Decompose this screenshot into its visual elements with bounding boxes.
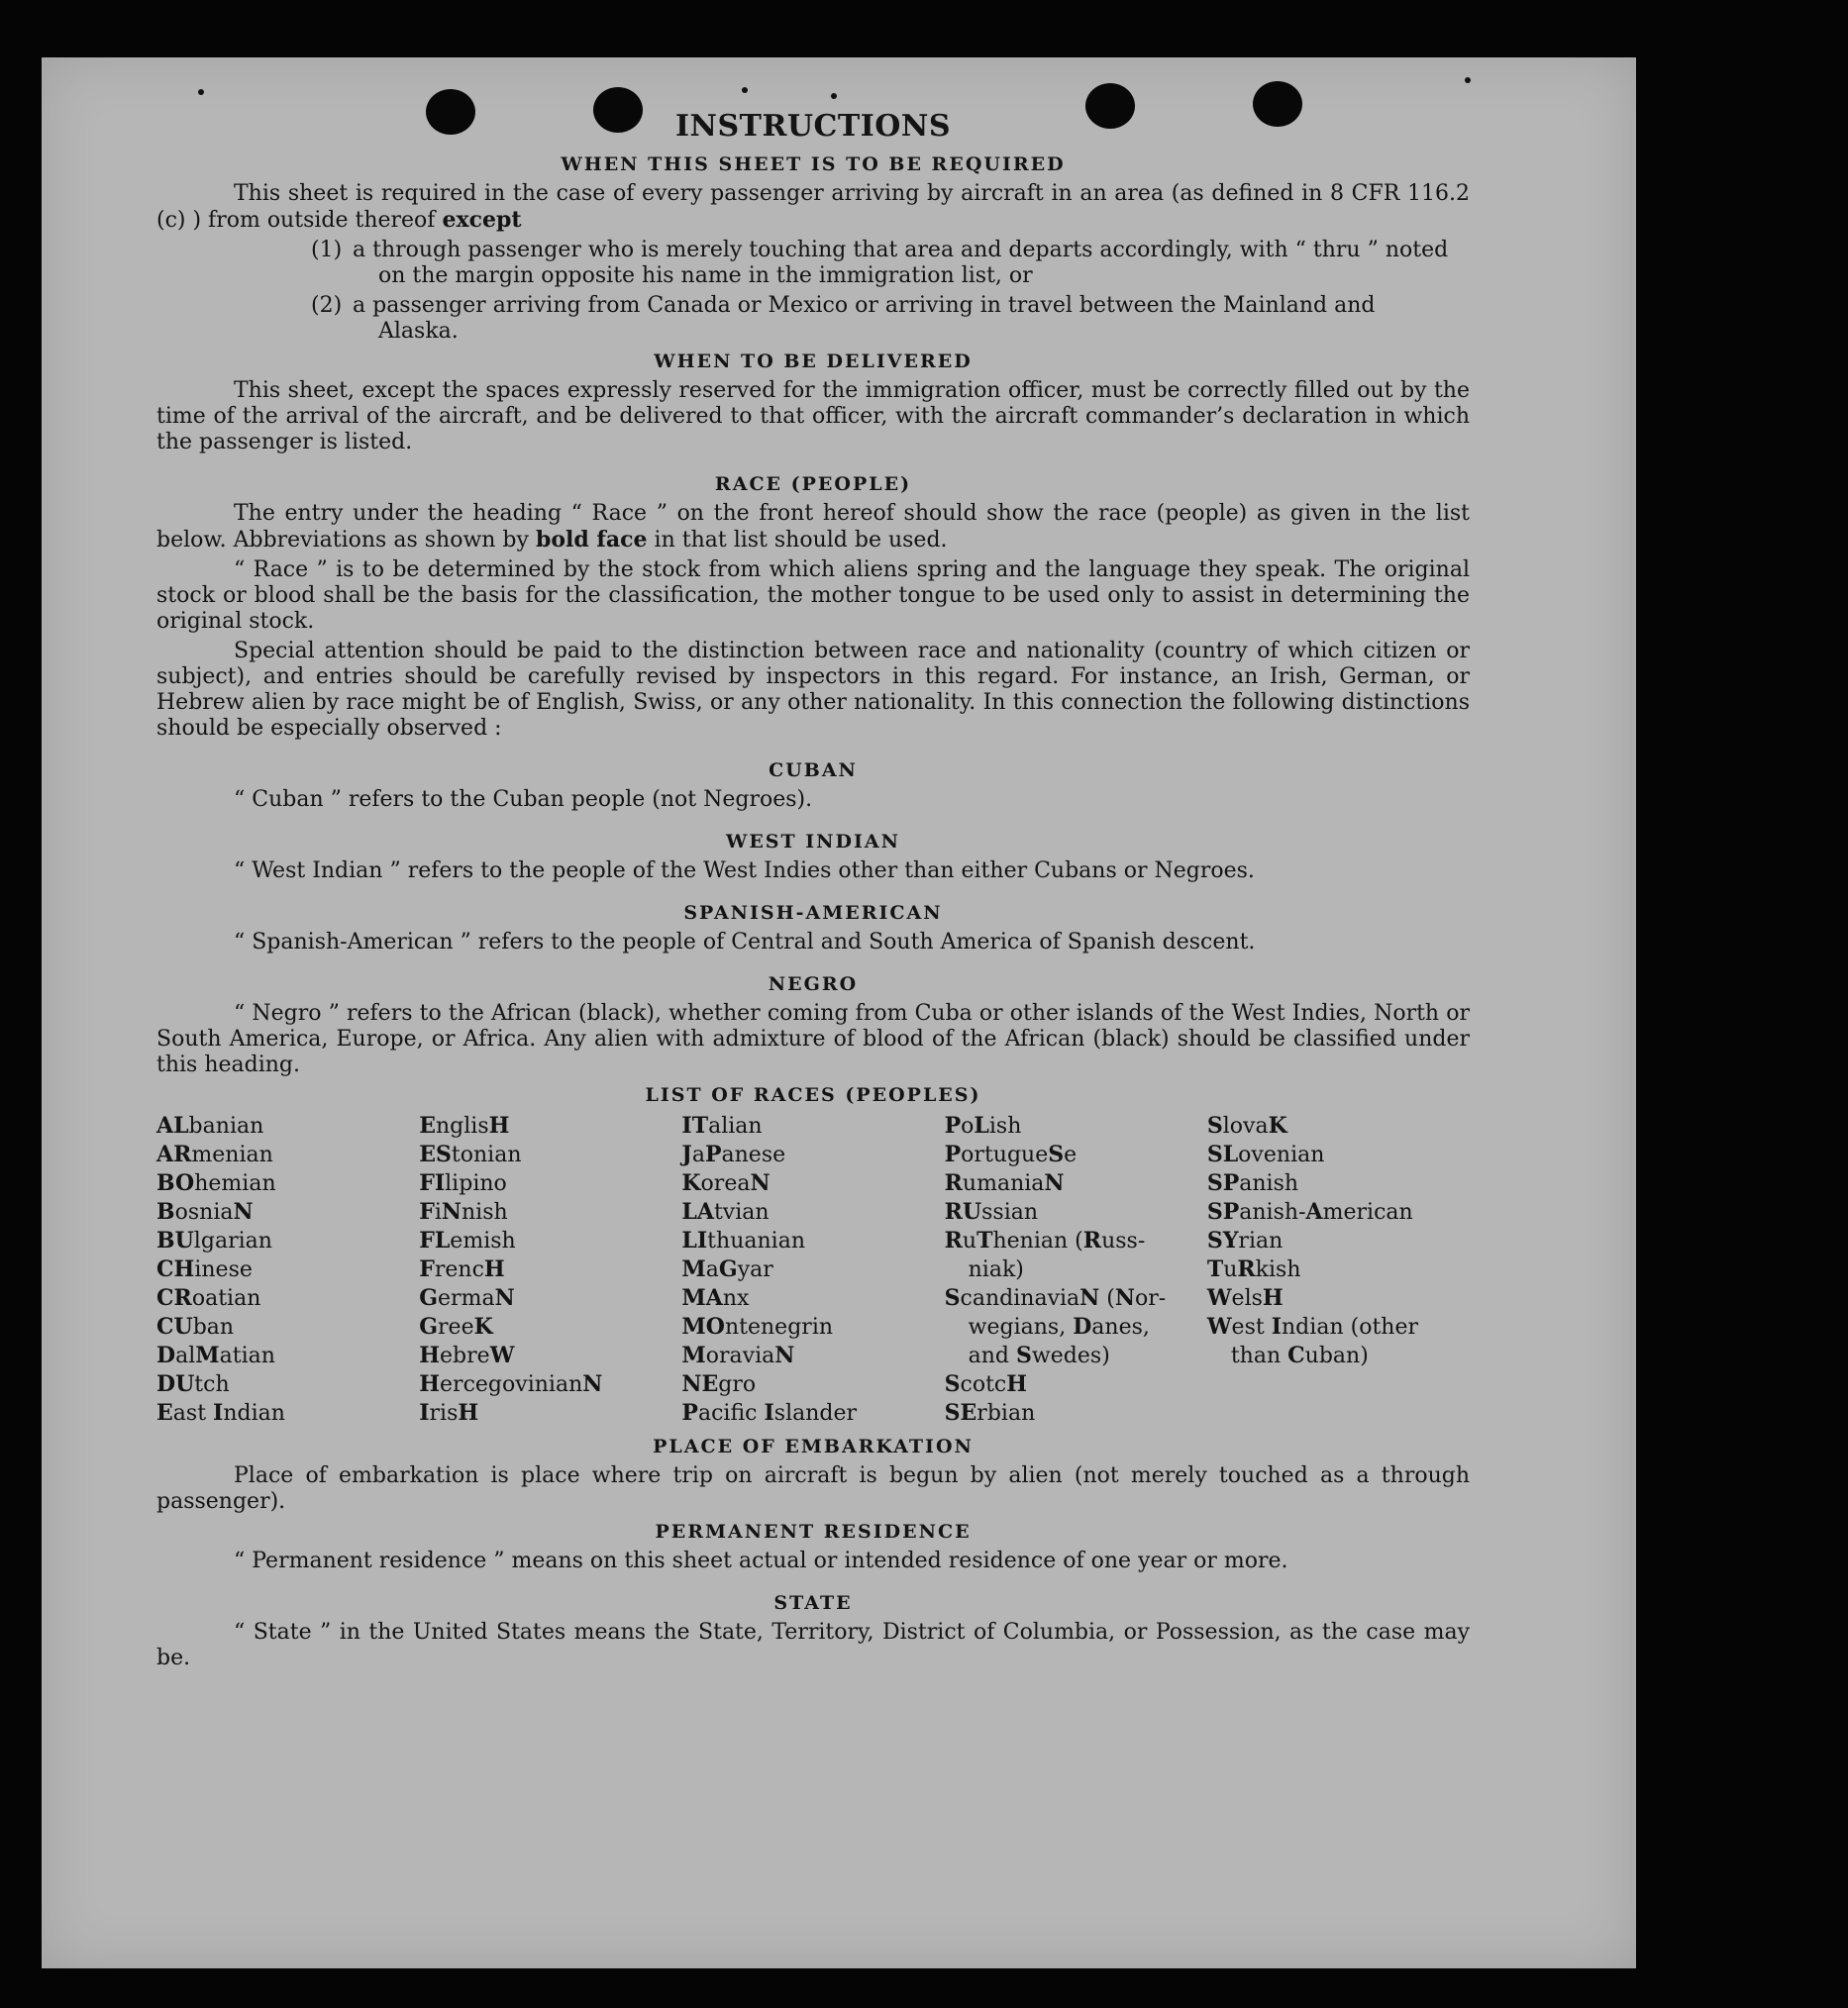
race-entry: FIlipino <box>419 1170 507 1196</box>
race-entry: FiNnish <box>419 1199 508 1225</box>
race-entry-continuation: niak) <box>968 1257 1024 1282</box>
race-entry: East Indian <box>156 1400 285 1426</box>
race-entry: FrencH <box>419 1256 505 1282</box>
section-heading-delivered: WHEN TO BE DELIVERED <box>654 351 973 372</box>
race-entry: GermaN <box>419 1285 515 1311</box>
residence-text: “ Permanent residence ” means on this sheet actual or intended residence of one year or more. <box>234 1549 1288 1573</box>
race-entry: West Indian (other <box>1206 1314 1419 1340</box>
instructions-content <box>156 109 1470 1675</box>
race-entry: FLemish <box>419 1228 516 1254</box>
section-heading-spanish-american: SPANISH-AMERICAN <box>683 902 943 924</box>
race-entry: CHinese <box>156 1256 253 1282</box>
race-entry: PortugueSe <box>944 1142 1078 1167</box>
race-entry: ScotcH <box>944 1371 1028 1397</box>
race-entry: ALbanian <box>156 1113 264 1139</box>
section-heading-embarkation: PLACE OF EMBARKATION <box>653 1436 974 1457</box>
race-entry: MaGyar <box>681 1256 773 1282</box>
section-heading-cuban: CUBAN <box>769 759 858 781</box>
race-entry: RuThenian (Russ- <box>944 1228 1146 1254</box>
spanish-american-text: “ Spanish-American ” refers to the people of Central and South America of Spanish descent. <box>234 930 1256 954</box>
race-paragraph-3: Special attention should be paid to the distinction between race and nationality (country of which citizen or subject), and entries should be carefully revised by inspectors in this regard. For instance, an Irish, German, or Hebrew alien by race might be of English, Swiss, or any other nationality. In this connection the following distinctions should be especially observed : <box>156 639 1470 741</box>
race-entry: Pacifc Islander <box>681 1400 858 1426</box>
exception-item: (2) a passenger arriving from Canada or Mexico or arriving in travel between the Mainland and Alaska. <box>311 293 1376 344</box>
section-heading-west-indian: WEST INDIAN <box>725 831 901 853</box>
race-entry: BOhemian <box>156 1170 276 1196</box>
section-heading-races-list: LIST OF RACES (PEOPLES) <box>645 1084 981 1106</box>
races-list <box>156 1112 1470 1428</box>
west-indian-text: “ West Indian ” refers to the people of the West Indies other than either Cubans or Negroes. <box>234 858 1255 883</box>
races-column <box>681 1112 944 1428</box>
race-entry: HercegovinianN <box>419 1371 603 1397</box>
races-column <box>419 1112 681 1428</box>
race-entry: CUban <box>156 1314 235 1340</box>
race-entry: SlovaK <box>1206 1113 1287 1139</box>
race-entry: GreeK <box>419 1314 493 1340</box>
race-entry: SLovenian <box>1206 1142 1325 1167</box>
race-entry: LIthuanian <box>681 1228 805 1254</box>
race-entry: SYrian <box>1206 1228 1283 1254</box>
section-heading-race: RACE (PEOPLE) <box>714 473 912 495</box>
race-entry: MoraviaN <box>681 1343 795 1368</box>
race-entry: TuRkish <box>1206 1256 1301 1282</box>
speck <box>1465 77 1471 83</box>
cuban-text: “ Cuban ” refers to the Cuban people (not Negroes). <box>234 787 813 812</box>
section-heading-required: WHEN THIS SHEET IS TO BE REQUIRED <box>561 153 1066 175</box>
section-heading-residence: PERMANENT RESIDENCE <box>655 1521 972 1543</box>
negro-text: “ Negro ” refers to the African (black), whether coming from Cuba or other islands of the West Indies, North or South America, Europe, or Africa. Any alien with admixture of blood of the African (black) should be classified under this heading. <box>156 1001 1470 1077</box>
race-entry: SErbian <box>944 1400 1036 1426</box>
races-column <box>1207 1112 1470 1428</box>
race-entry: PoLish <box>944 1113 1022 1139</box>
state-text: “ State ” in the United States means the State, Territory, District of Columbia, or Possession, as the case may be. <box>156 1620 1470 1670</box>
race-entry: KoreaN <box>681 1170 770 1196</box>
race-entry: RUssian <box>944 1199 1039 1225</box>
race-entry-continuation: wegians, Danes, <box>968 1314 1150 1340</box>
race-entry: NEgro <box>681 1371 757 1397</box>
race-paragraph-1: The entry under the heading “ Race ” on the front hereof should show the race (people) as given in the list below. Abbreviations as shown by bold face in that list should be used. <box>156 501 1470 552</box>
race-entry: SPanish <box>1206 1170 1299 1196</box>
races-column <box>945 1112 1207 1428</box>
race-entry: EnglisH <box>419 1113 510 1139</box>
race-entry: DUtch <box>156 1371 230 1397</box>
speck <box>742 87 748 93</box>
race-entry: CRoatian <box>156 1285 261 1311</box>
race-entry: HebreW <box>419 1343 515 1368</box>
race-entry: ARmenian <box>156 1142 273 1167</box>
race-entry: BosniaN <box>156 1199 254 1225</box>
page-title: INSTRUCTIONS <box>675 109 951 144</box>
race-entry: LAtvian <box>681 1199 770 1225</box>
race-entry: DalMatian <box>156 1343 275 1368</box>
race-entry-continuation: and Swedes) <box>968 1343 1110 1368</box>
race-entry: WelsH <box>1206 1285 1283 1311</box>
races-column <box>156 1112 419 1428</box>
race-entry: IrisH <box>419 1400 479 1426</box>
speck <box>198 89 204 95</box>
speck <box>831 93 837 99</box>
race-entry: RumaniaN <box>944 1170 1065 1196</box>
race-entry: ScandinaviaN (Nor- <box>944 1285 1167 1311</box>
race-entry: MOntenegrin <box>681 1314 834 1340</box>
race-entry: SPanish-American <box>1206 1199 1413 1225</box>
exception-item: (1) a through passenger who is merely touching that area and departs accordingly, with “ thru ” noted on the margin opposite his name in the immigration list, or <box>311 238 1449 288</box>
delivered-text: This sheet, except the spaces expressly reserved for the immigration officer, must be correctly filled out by the time of the arrival of the aircraft, and be delivered to that officer, with the aircraft commander’s declaration in which the passenger is listed. <box>156 378 1470 454</box>
section-heading-state: STATE <box>773 1592 853 1614</box>
embarkation-text: Place of embarkation is place where trip on aircraft is begun by alien (not merely touched as a through passenger). <box>156 1463 1470 1514</box>
race-entry-continuation: than Cuban) <box>1230 1343 1369 1368</box>
race-entry: MAnx <box>681 1285 750 1311</box>
required-intro: This sheet is required in the case of every passenger arriving by aircraft in an area (as defined in 8 CFR 116.2 (c) ) from outside thereof except <box>156 181 1470 233</box>
race-entry: JaPanese <box>681 1142 786 1167</box>
race-paragraph-2: “ Race ” is to be determined by the stock from which aliens spring and the language they speak. The original stock or blood shall be the basis for the classification, the mother tongue to be used only to assist in determining the original stock. <box>156 557 1470 634</box>
race-entry: EStonian <box>419 1142 522 1167</box>
race-entry: BUlgarian <box>156 1228 272 1254</box>
race-entry: ITalian <box>681 1113 763 1139</box>
section-heading-negro: NEGRO <box>768 973 859 995</box>
